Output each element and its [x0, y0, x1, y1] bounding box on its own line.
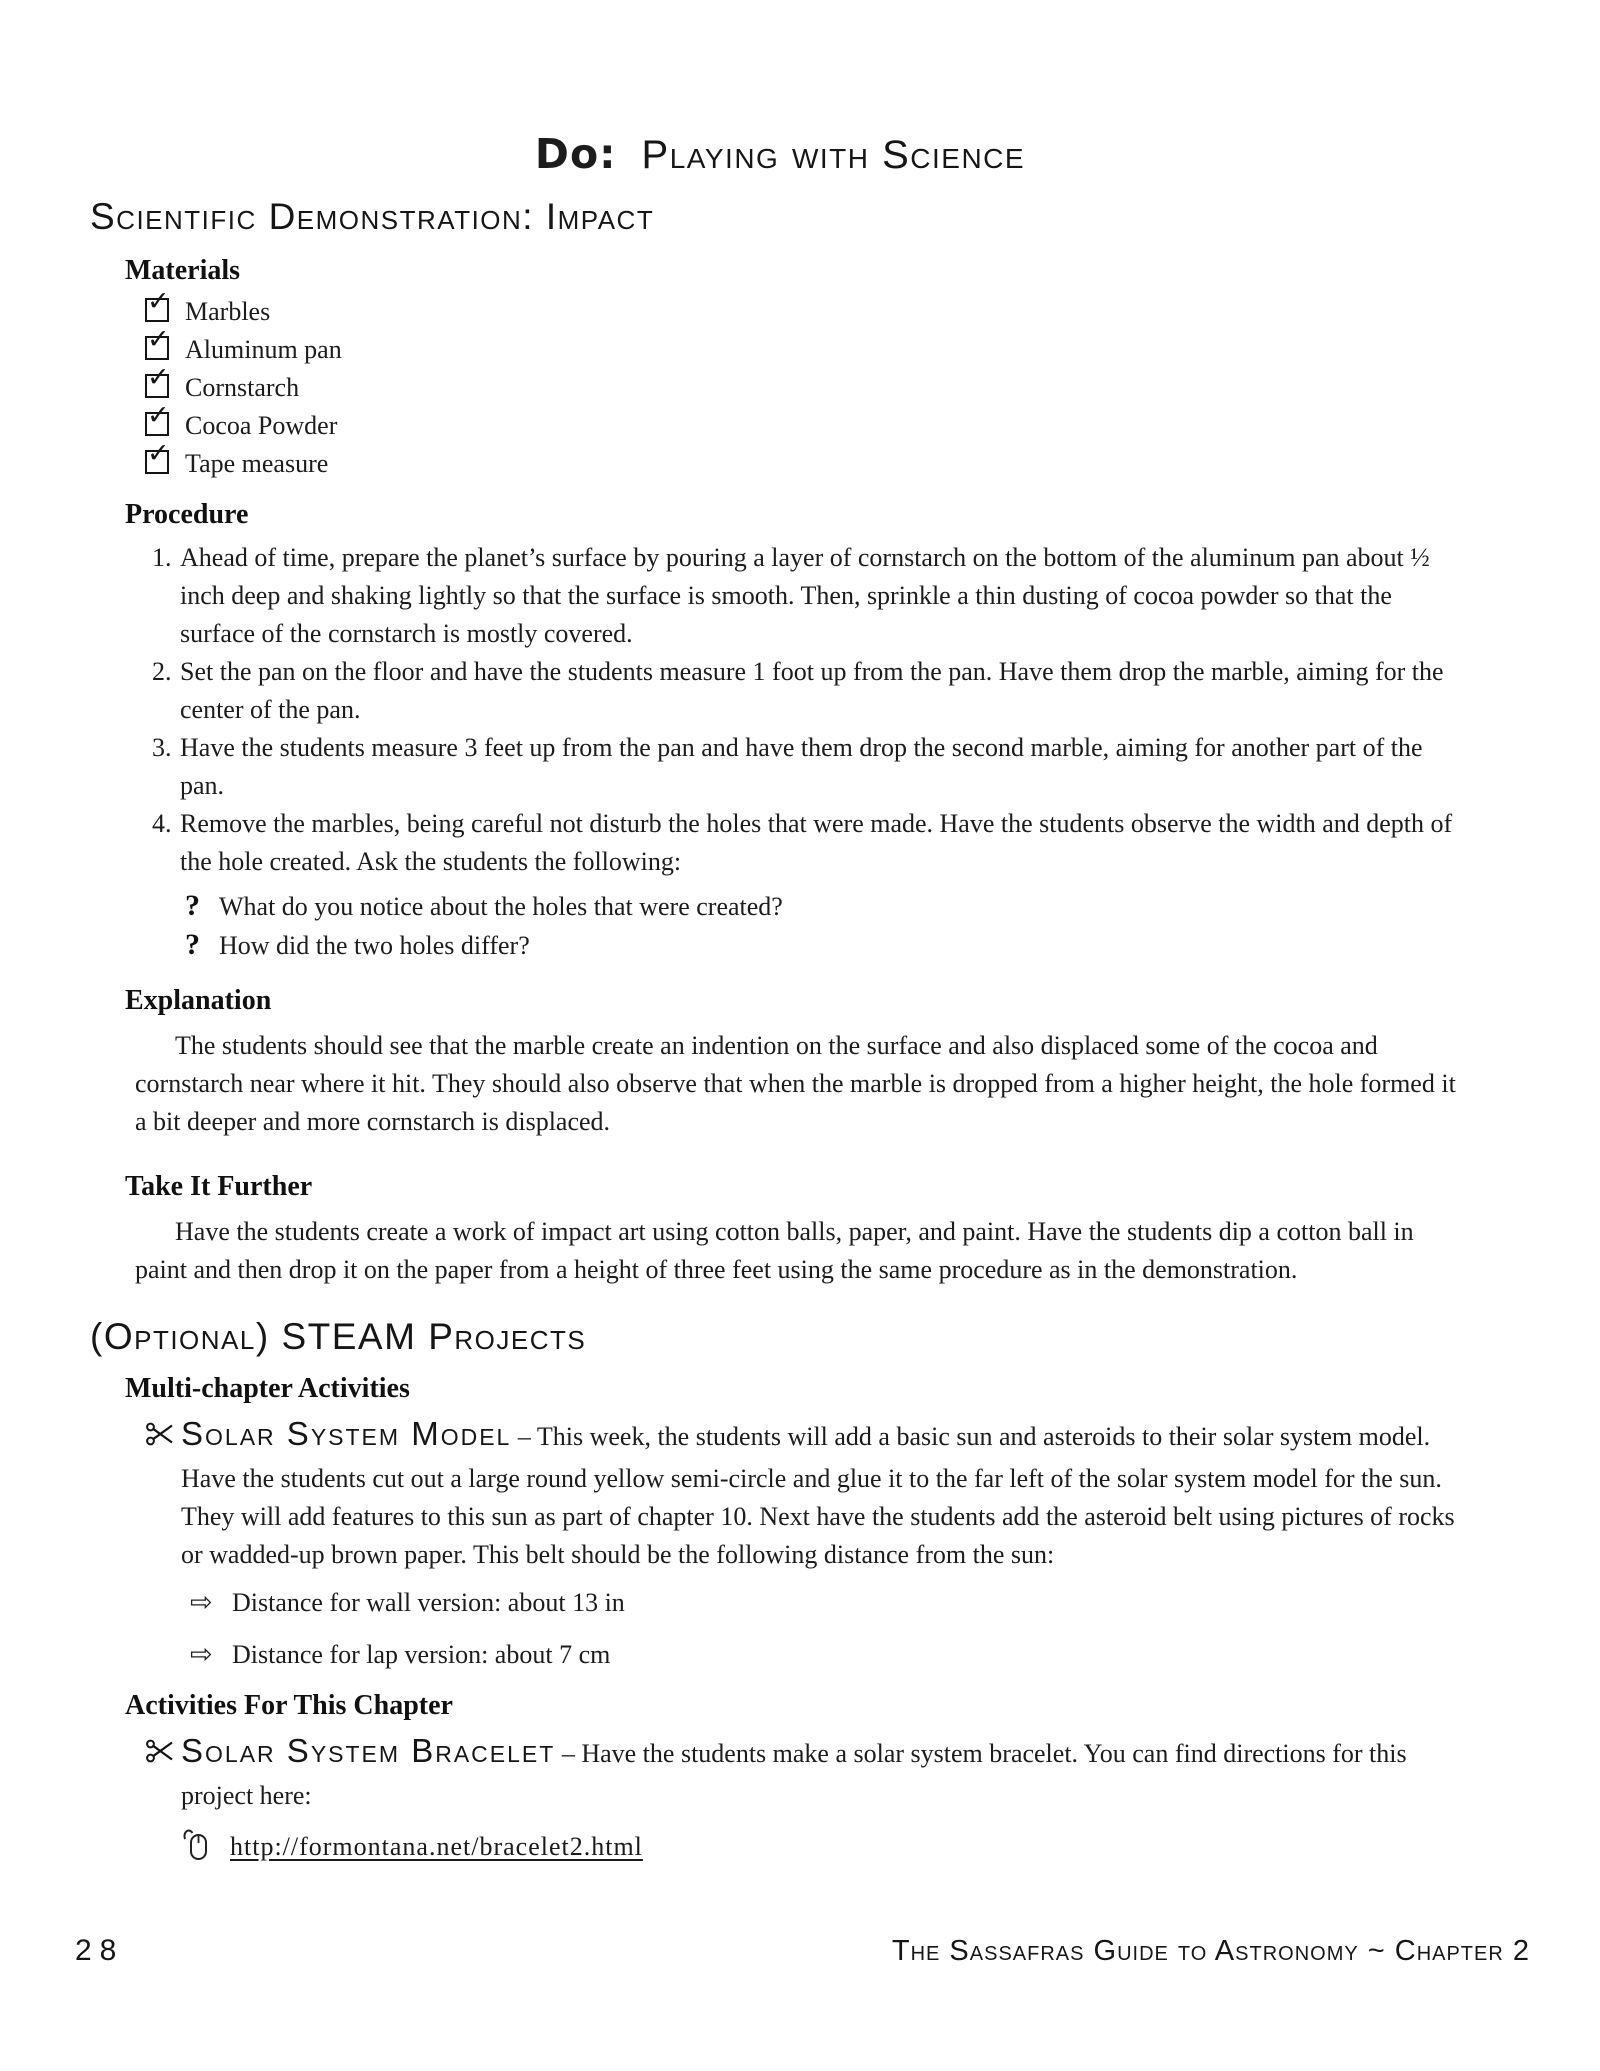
question-mark-bullet: ? — [185, 928, 200, 961]
page-number: 28 — [75, 1934, 125, 1967]
explanation-heading: Explanation — [125, 985, 272, 1016]
procedure-steps — [145, 539, 1470, 881]
project-link-row — [182, 1827, 1470, 1874]
distance-text: Distance for lap version: about 7 cm — [232, 1640, 611, 1669]
bracelet-directions-link[interactable]: http://formontana.net/bracelet2.html — [230, 1832, 643, 1861]
arrow-right-icon: ⇨ — [190, 1587, 213, 1618]
explanation-paragraph: The students should see that the marble create an indention on the surface and also displaced some of the cocoa and cornstarch near where it hit. They should also observe that when the marble is dropped from a higher height, the hole formed it a bit deeper and more cornstarch is displaced. — [135, 1031, 1456, 1136]
page-footer — [75, 1932, 1530, 1970]
distance-item — [190, 1636, 1470, 1674]
section-heading-scientific-demonstration: Scientific Demonstration: Impact — [90, 196, 655, 237]
checklist-item-label: Cornstarch — [185, 373, 300, 402]
mouse-icon — [182, 1827, 214, 1874]
checklist-item — [145, 400, 1470, 445]
procedure-step: 2. Set the pan on the floor and have the students measure 1 foot up from the pan. Have them drop the marble, aiming for the center of the pan. — [178, 653, 1470, 729]
project-solar-system-bracelet — [145, 1732, 1470, 1815]
scissors-icon — [145, 1419, 181, 1460]
checkmark-glyph: ✓ — [147, 362, 170, 393]
checkmark-glyph: ✓ — [147, 324, 170, 355]
title-text: Playing with Science — [641, 133, 1026, 177]
section-heading-steam-projects: (Optional) STEAM Projects — [90, 1316, 587, 1357]
materials-heading: Materials — [125, 255, 241, 286]
page-title — [90, 128, 1470, 179]
footer-book-title: The Sassafras Guide to Astronomy ~ Chapter 2 — [891, 1935, 1530, 1967]
take-it-further-heading: Take It Further — [125, 1171, 313, 1202]
checklist-item — [145, 362, 1470, 407]
discussion-questions — [185, 887, 1470, 965]
question-item — [185, 887, 1470, 926]
arrow-right-icon: ⇨ — [190, 1639, 213, 1670]
project-title: Solar System Model — [181, 1415, 512, 1452]
distance-list — [190, 1584, 1470, 1674]
project-title: Solar System Bracelet — [181, 1732, 556, 1769]
checked-checkbox-icon — [145, 324, 170, 360]
checkmark-glyph: ✓ — [147, 286, 170, 317]
checkmark-glyph: ✓ — [147, 438, 170, 469]
question-mark-bullet: ? — [185, 889, 200, 922]
checklist-item-label: Aluminum pan — [185, 335, 342, 364]
checked-checkbox-icon — [145, 286, 170, 322]
project-description: – This week, the students will add a basic sun and asteroids to their solar system model. Have the students cut out a large round yellow semi-circle and glue it to the far left of the solar system model for the sun. They will add features to this sun as part of chapter 10. Next have the students add the asteroid belt using pictures of rocks or wadded-up brown paper. This belt should be the following distance from the sun: — [181, 1422, 1455, 1569]
question-item — [185, 926, 1470, 965]
project-solar-system-model — [145, 1415, 1470, 1574]
checklist-item-label: Marbles — [185, 297, 271, 326]
distance-item — [190, 1584, 1470, 1622]
take-it-further-paragraph: Have the students create a work of impact art using cotton balls, paper, and paint. Have the students dip a cotton ball in paint and then drop it on the paper from a height of three feet using the same procedure as in the demonstration. — [135, 1217, 1414, 1284]
project-description: – Have the students make a solar system bracelet. You can find directions for this project here: — [181, 1739, 1407, 1810]
checklist-item-label: Tape measure — [185, 449, 329, 478]
procedure-step: 1. Ahead of time, prepare the planet’s surface by pouring a layer of cornstarch on the bottom of the aluminum pan about ½ inch deep and shaking lightly so that the surface is smooth. Then, sprinkle a thin dusting of cocoa powder so that the surface of the cornstarch is mostly covered. — [178, 539, 1470, 653]
checklist-item-label: Cocoa Powder — [185, 411, 338, 440]
procedure-step: 4. Remove the marbles, being careful not disturb the holes that were made. Have the students observe the width and depth of the hole created. Ask the students the following: — [178, 805, 1470, 881]
checklist-item — [145, 438, 1470, 483]
checklist-item — [145, 286, 1470, 331]
checkmark-glyph: ✓ — [147, 400, 170, 431]
title-do-label: Do: — [534, 130, 617, 178]
activities-this-chapter-heading: Activities For This Chapter — [125, 1690, 453, 1721]
question-text: What do you notice about the holes that were created? — [219, 892, 783, 921]
checked-checkbox-icon — [145, 400, 170, 436]
question-text: How did the two holes differ? — [219, 931, 530, 960]
distance-text: Distance for wall version: about 13 in — [232, 1588, 625, 1617]
procedure-step: 3. Have the students measure 3 feet up from the pan and have them drop the second marble, aiming for another part of the pan. — [178, 729, 1470, 805]
checked-checkbox-icon — [145, 362, 170, 398]
checklist-item — [145, 324, 1470, 369]
materials-checklist — [145, 286, 1470, 483]
procedure-heading: Procedure — [125, 499, 249, 530]
multi-chapter-activities-heading: Multi-chapter Activities — [125, 1373, 410, 1404]
checked-checkbox-icon — [145, 438, 170, 474]
scissors-icon — [145, 1736, 181, 1777]
